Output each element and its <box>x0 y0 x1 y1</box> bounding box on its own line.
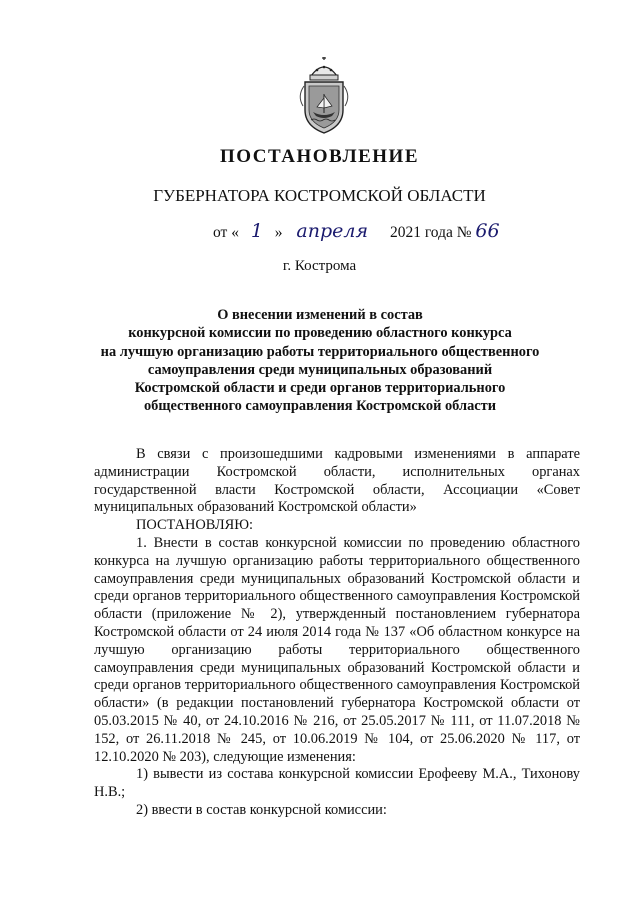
clause-paragraph: 1. Внести в состав конкурсной комиссии по проведению областного конкурса на лучшую организацию работы территориального общественного самоуправления среди муниципальных образований Костромской области и среди органов территориального общественного самоуправления Костромской области (приложение № 2), утвержденный постановлением губернатора Костромской области от 24 июля 2014 года № 137 «Об областном конкурсе на лучшую организацию работы территориального общественного самоуправления среди муниципальных образований Костромской области и среди органов территориального общественного самоуправления Костромской области» (в редакции постановлений губернатора Костромской области от 05.03.2015 № 40, от 24.10.2016 № 216, от 25.05.2017 № 111, от 11.07.2018 № 152, от 26.11.2018 № 245, от 10.06.2019 № 104, от 25.06.2020 № 117, от 12.10.2020 № 203), следующие изменения: <box>94 534 580 765</box>
document-number: 66 <box>475 220 500 242</box>
subject-line: О внесении изменений в состав <box>217 307 423 323</box>
date-prefix-close: » <box>274 224 283 241</box>
date-line <box>213 220 500 242</box>
city-line: г. Кострома <box>282 258 357 274</box>
date-day: 1 <box>250 220 263 242</box>
subject-line: общественного самоуправления Костромской области <box>143 398 497 415</box>
subject-line: Костромской области и среди органов территориального <box>134 380 506 397</box>
subject-line: конкурсной комиссии по проведению областного конкурса <box>128 325 512 342</box>
issuer-line: ГУБЕРНАТОРА КОСТРОМСКОЙ ОБЛАСТИ <box>153 186 486 205</box>
subclause-paragraph: 2) ввести в состав конкурсной комиссии: <box>136 801 387 818</box>
date-month: апреля <box>296 220 369 242</box>
date-year-text: 2021 года № <box>389 224 472 241</box>
document-title: ПОСТАНОВЛЕНИЕ <box>219 146 420 167</box>
document-subject <box>80 306 560 416</box>
document-body <box>94 446 580 820</box>
subject-line: на лучшую организацию работы территориального общественного <box>100 343 540 360</box>
resolve-heading: ПОСТАНОВЛЯЮ: <box>136 517 254 534</box>
date-prefix-open: от « <box>213 224 239 241</box>
subclause-paragraph: 1) вывести из состава конкурсной комиссии Ерофееву М.А., Тихонову Н.В.; <box>94 766 580 801</box>
kostroma-coat-of-arms-icon <box>295 56 353 136</box>
preamble-paragraph: В связи с произошедшими кадровыми изменениями в аппарате администрации Костромской области, исполнительных органах государственной власти Костромской области, Ассоциации «Совет муниципальных образований Костромской области» <box>94 446 580 516</box>
subject-line: самоуправления среди муниципальных образований <box>147 361 493 378</box>
